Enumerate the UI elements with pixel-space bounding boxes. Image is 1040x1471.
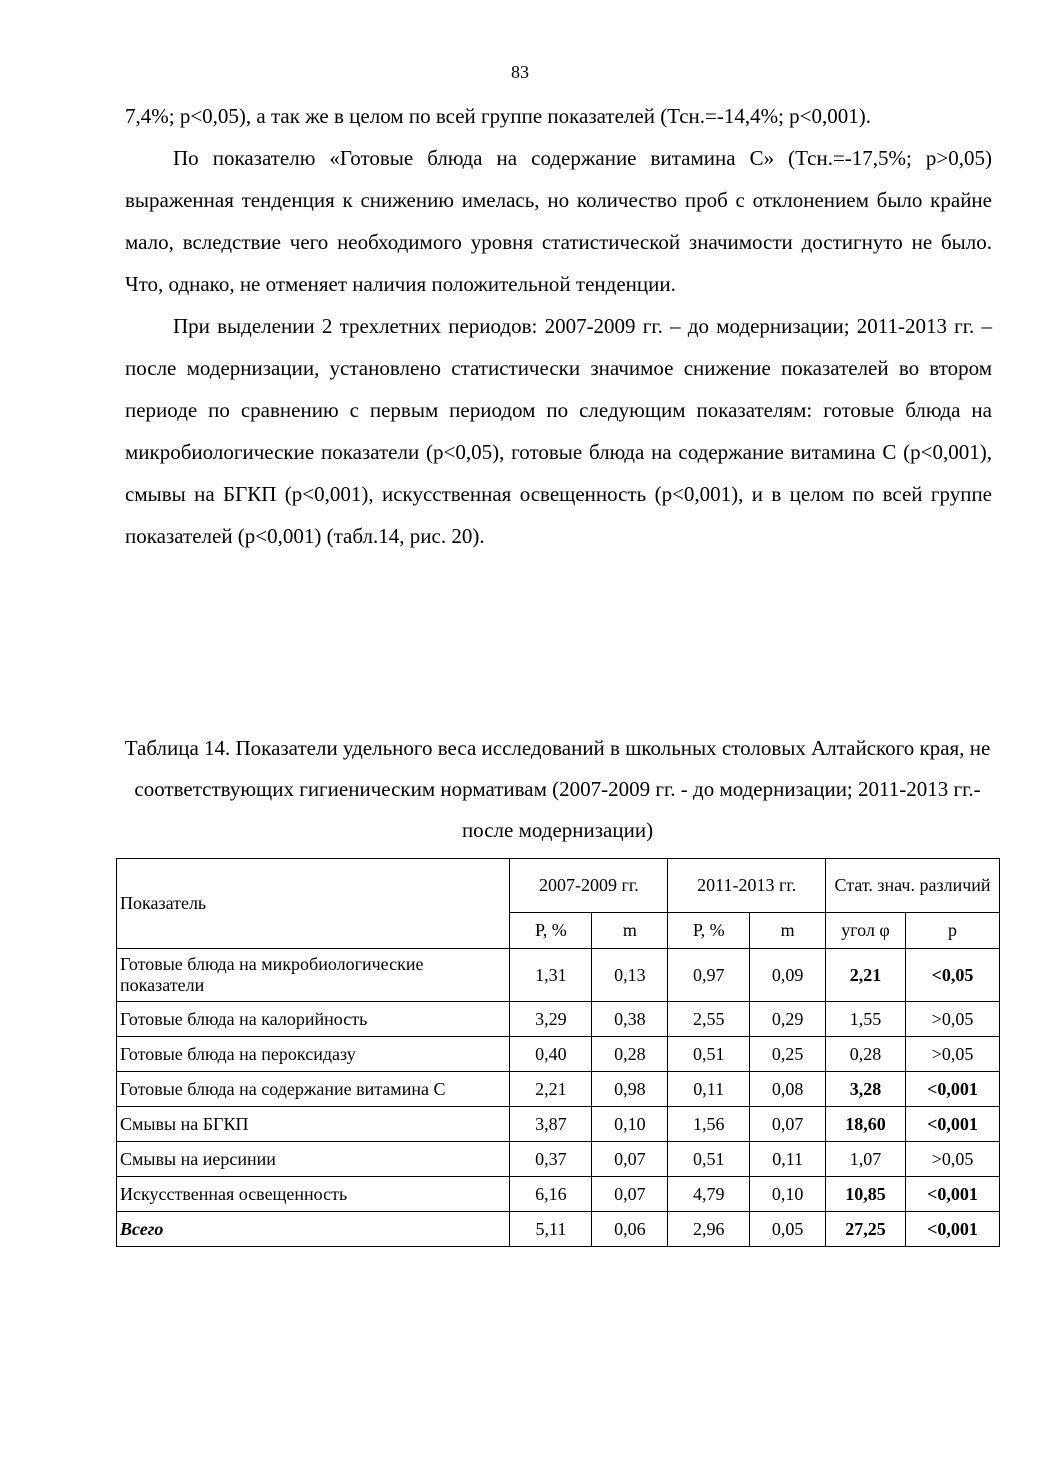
row-pvalue: >0,05 (906, 1037, 1000, 1072)
row-p2: 0,97 (668, 949, 750, 1002)
row-name: Готовые блюда на содержание витамина С (117, 1072, 510, 1107)
row-pvalue: <0,001 (906, 1212, 1000, 1247)
row-name: Готовые блюда на микробиологические показатели (117, 949, 510, 1002)
row-m2: 0,11 (750, 1142, 826, 1177)
table-caption: Таблица 14. Показатели удельного веса исследований в школьных столовых Алтайского края, не соответствующих гигиеническим нормативам (2007-2009 гг. - до модернизации; 2011-2013 гг.- после модернизации) (124, 736, 991, 842)
row-p1: 3,87 (510, 1107, 592, 1142)
row-name-total: Всего (117, 1212, 510, 1247)
row-pvalue: <0,05 (906, 949, 1000, 1002)
row-name: Искусственная освещенность (117, 1177, 510, 1212)
row-pvalue: <0,001 (906, 1107, 1000, 1142)
page-number: 83 (511, 62, 529, 82)
table-row-total (117, 1212, 1000, 1247)
row-angle: 1,55 (826, 1002, 906, 1037)
table-row (117, 949, 1000, 1002)
row-angle: 18,60 (826, 1107, 906, 1142)
subheader-p2: Р, % (668, 913, 750, 949)
subheader-p1: Р, % (510, 913, 592, 949)
row-angle: 3,28 (826, 1072, 906, 1107)
row-p1: 0,37 (510, 1142, 592, 1177)
body-text (125, 95, 992, 557)
row-pvalue: >0,05 (906, 1002, 1000, 1037)
row-m1: 0,07 (592, 1177, 668, 1212)
subheader-m2: m (750, 913, 826, 949)
table-row (117, 1177, 1000, 1212)
table-row (117, 1142, 1000, 1177)
row-name: Смывы на иерсинии (117, 1142, 510, 1177)
table-row (117, 1002, 1000, 1037)
subheader-m1: m (592, 913, 668, 949)
row-m1: 0,98 (592, 1072, 668, 1107)
row-p2: 1,56 (668, 1107, 750, 1142)
row-angle: 1,07 (826, 1142, 906, 1177)
subheader-angle: угол φ (826, 913, 906, 949)
row-m1: 0,06 (592, 1212, 668, 1247)
row-m2: 0,29 (750, 1002, 826, 1037)
row-m2: 0,10 (750, 1177, 826, 1212)
row-pvalue: <0,001 (906, 1177, 1000, 1212)
paragraph-continuation: 7,4%; р<0,05), а так же в целом по всей группе показателей (Тсн.=-14,4%; р<0,001). (125, 104, 872, 128)
row-p1: 5,11 (510, 1212, 592, 1247)
row-p1: 1,31 (510, 949, 592, 1002)
row-p2: 0,51 (668, 1142, 750, 1177)
header-period-2: 2011-2013 гг. (668, 859, 826, 913)
paragraph-periods: При выделении 2 трехлетних периодов: 2007-2009 гг. – до модернизации; 2011-2013 гг. – после модернизации, установлено статистически значимое снижение показателей во втором периоде по сравнению с первым периодом по следующим показателям: готовые блюда на микробиологические показатели (р<0,05), готовые блюда на содержание витамина С (р<0,001), смывы на БГКП (р<0,001), искусственная освещенность (р<0,001), и в целом по всей группе показателей (р<0,001) (табл.14, рис. 20). (125, 314, 992, 548)
paragraph-vitamin-c: По показателю «Готовые блюда на содержание витамина С» (Тсн.=-17,5%; р>0,05) выраженная тенденция к снижению имелась, но количество проб с отклонением было крайне мало, вследствие чего необходимого уровня статистической значимости достигнуто не было. Что, однако, не отменяет наличия положительной тенденции. (125, 146, 992, 296)
row-p2: 0,11 (668, 1072, 750, 1107)
row-m2: 0,25 (750, 1037, 826, 1072)
row-angle: 2,21 (826, 949, 906, 1002)
row-m1: 0,13 (592, 949, 668, 1002)
row-p1: 2,21 (510, 1072, 592, 1107)
row-angle: 10,85 (826, 1177, 906, 1212)
row-p2: 2,96 (668, 1212, 750, 1247)
row-m2: 0,07 (750, 1107, 826, 1142)
row-p1: 0,40 (510, 1037, 592, 1072)
header-period-1: 2007-2009 гг. (510, 859, 668, 913)
header-indicator: Показатель (117, 859, 510, 949)
row-name: Смывы на БГКП (117, 1107, 510, 1142)
row-m1: 0,07 (592, 1142, 668, 1177)
row-m2: 0,05 (750, 1212, 826, 1247)
row-p1: 3,29 (510, 1002, 592, 1037)
row-m2: 0,08 (750, 1072, 826, 1107)
row-m1: 0,38 (592, 1002, 668, 1037)
row-name: Готовые блюда на пероксидазу (117, 1037, 510, 1072)
row-name: Готовые блюда на калорийность (117, 1002, 510, 1037)
row-angle: 0,28 (826, 1037, 906, 1072)
row-m1: 0,10 (592, 1107, 668, 1142)
row-m1: 0,28 (592, 1037, 668, 1072)
row-p2: 2,55 (668, 1002, 750, 1037)
data-table (116, 858, 1000, 1247)
subheader-pvalue: p (906, 913, 1000, 949)
row-p2: 4,79 (668, 1177, 750, 1212)
table-row (117, 1107, 1000, 1142)
row-angle: 27,25 (826, 1212, 906, 1247)
row-m2: 0,09 (750, 949, 826, 1002)
table-row (117, 1037, 1000, 1072)
row-pvalue: <0,001 (906, 1072, 1000, 1107)
header-stat-significance: Стат. знач. различий (826, 859, 1000, 913)
table-header-row (117, 859, 1000, 913)
row-p1: 6,16 (510, 1177, 592, 1212)
row-pvalue: >0,05 (906, 1142, 1000, 1177)
table-row (117, 1072, 1000, 1107)
row-p2: 0,51 (668, 1037, 750, 1072)
